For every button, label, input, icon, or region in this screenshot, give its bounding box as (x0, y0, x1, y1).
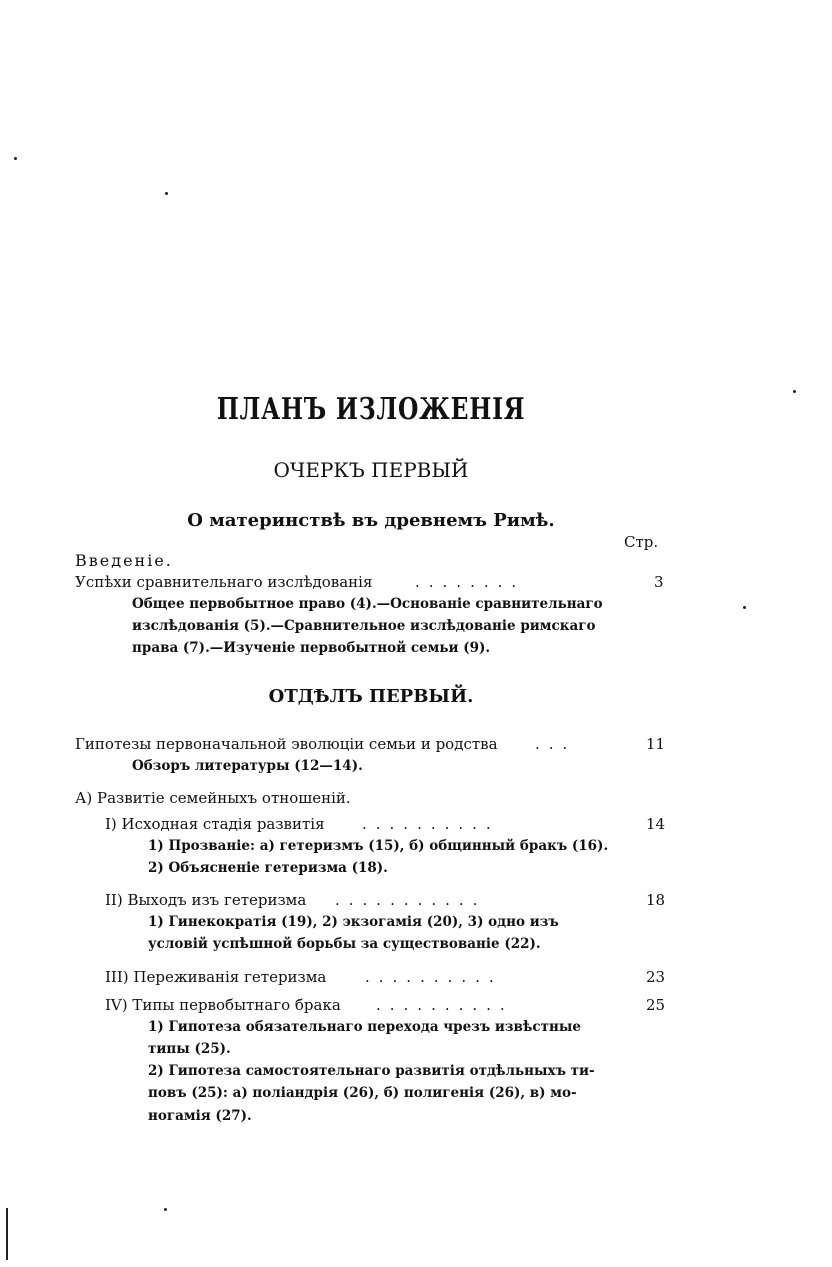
scan-edge-mark (6, 1208, 8, 1260)
leader-dots: ........... (335, 891, 487, 909)
page-number: 14 (646, 815, 666, 833)
leader-dots: .......... (362, 815, 500, 833)
leader-dots: .......... (376, 996, 514, 1014)
sub-entry: ногамія (27). (148, 1108, 252, 1124)
sub-entry: 2) Гипотеза самостоятельнаго развитія отдѣльныхъ ти- (148, 1063, 595, 1079)
leader-dots: ........ (415, 573, 526, 591)
page-number: 25 (646, 996, 666, 1014)
essay-subtitle: О материнствѣ въ древнемъ Римѣ. (187, 510, 555, 531)
scan-speck (14, 157, 17, 160)
toc-entry: Успѣхи сравнительнаго изслѣдованія (75, 573, 373, 591)
intro-heading: Введеніе. (75, 551, 173, 570)
page-title: ПЛАНЪ ИЗЛОЖЕНІЯ (216, 392, 526, 427)
sub-entry: условій успѣшной борьбы за существованіе (22). (148, 936, 541, 952)
leader-dots: .......... (365, 968, 503, 986)
toc-entry: I) Исходная стадія развитія (105, 815, 325, 833)
sub-entry: Общее первобытное право (4).—Основаніе сравнительнаго (132, 596, 603, 612)
page-number: 18 (646, 891, 666, 909)
leader-dots: ... (535, 735, 577, 753)
section-heading: А) Развитіе семейныхъ отношеній. (75, 789, 351, 807)
toc-entry: IV) Типы первобытнаго брака (105, 996, 341, 1014)
scan-speck (165, 192, 168, 195)
essay-heading: ОЧЕРКЪ ПЕРВЫЙ (273, 458, 469, 482)
scan-speck (793, 390, 796, 393)
page-number: 11 (646, 735, 666, 753)
sub-entry: Обзоръ литературы (12—14). (132, 758, 363, 774)
page-number: 23 (646, 968, 666, 986)
department-heading: ОТДѢЛЪ ПЕРВЫЙ. (268, 686, 474, 707)
sub-entry: 1) Гипотеза обязательнаго перехода чрезъ извѣстные (148, 1019, 581, 1035)
page-number: 3 (654, 573, 664, 591)
sub-entry: права (7).—Изученіе первобытной семьи (9). (132, 640, 491, 656)
toc-entry: Гипотезы первоначальной эволюціи семьи и родства (75, 735, 498, 753)
scan-speck (743, 606, 746, 609)
toc-entry: II) Выходъ изъ гетеризма (105, 891, 307, 909)
page-column-header: Стр. (624, 533, 659, 551)
sub-entry: 1) Прозваніе: а) гетеризмъ (15), б) общинный бракъ (16). (148, 838, 609, 854)
sub-entry: типы (25). (148, 1041, 231, 1057)
sub-entry: 1) Гинекократія (19), 2) экзогамія (20), 3) одно изъ (148, 914, 559, 930)
sub-entry: 2) Объясненіе гетеризма (18). (148, 860, 388, 876)
sub-entry: повъ (25): а) поліандрія (26), б) полигенія (26), в) мо- (148, 1085, 577, 1101)
sub-entry: изслѣдованія (5).—Сравнительное изслѣдованіе римскаго (132, 618, 596, 634)
scan-speck (164, 1208, 167, 1211)
toc-entry: III) Переживанія гетеризма (105, 968, 327, 986)
